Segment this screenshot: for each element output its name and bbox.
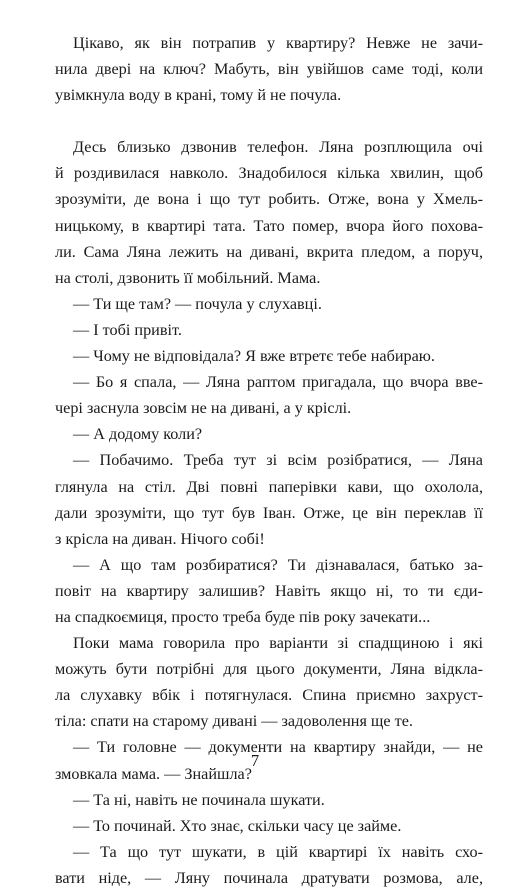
- text-line: з крісла на диван. Нічого собі!: [55, 529, 265, 548]
- text-line: ницькому, в квартирі тата. Тато помер, вчора його похова-: [55, 216, 483, 235]
- text-line: на столі, дзвонить її мобільний. Мама.: [55, 268, 321, 287]
- text-line: — Бо я спала, — Ляна раптом пригадала, що вчора вве-: [73, 373, 483, 392]
- page-number: 7: [250, 751, 260, 770]
- paragraph: [55, 134, 483, 291]
- text-line: — І тобі привіт.: [73, 320, 182, 339]
- text-line: Поки мама говорила про варіанти зі спадщиною і які: [73, 634, 483, 653]
- text-line: повіт на квартиру залишив? Навіть якщо ні, то ти єди-: [55, 581, 483, 600]
- text-line: можуть бути потрібні для цього документи, Ляна відкла-: [55, 660, 483, 679]
- text-line: Цікаво, як він потрапив у квартиру? Невже не зачи-: [73, 34, 483, 52]
- text-line: — Та що тут шукати, в цій квартирі їх навіть схо-: [73, 842, 483, 861]
- text-line: ла слухавку вбік і потягнулася. Спина приємно захруст-: [55, 686, 483, 705]
- paragraph: [55, 787, 483, 813]
- text-line: на спадкоємиця, просто треба буде пів року зачекати...: [55, 607, 431, 626]
- text-line: глянула на стіл. Дві повні паперівки кави, що охолола,: [55, 477, 483, 496]
- paragraph: [55, 30, 483, 108]
- paragraph: [55, 343, 483, 369]
- text-line: — А додому коли?: [73, 425, 203, 444]
- text-line: вати ніде, — Ляну починала дратувати розмова, але,: [55, 868, 483, 887]
- text-line: нила двері на ключ? Мабуть, він увійшов саме тоді, коли: [55, 60, 483, 79]
- text-line: — А що там розбиратися? Ти дізнавалася, батько за-: [73, 555, 483, 574]
- paragraph: [55, 552, 483, 630]
- text-line: й роздивилася навколо. Знадобилося кілька хвилин, щоб: [55, 164, 483, 183]
- text-line: — Чому не відповідала? Я вже втретє тебе набираю.: [73, 347, 435, 366]
- paragraph: [55, 291, 483, 317]
- paragraph: [55, 317, 483, 343]
- paragraph: [55, 447, 483, 551]
- text-line: зрозуміти, де вона і що тут робить. Отже, вона у Хмель-: [55, 190, 483, 209]
- text-line: — Ти ще там? — почула у слухавці.: [73, 294, 322, 313]
- paragraph: [55, 813, 483, 839]
- text-line: увімкнула воду в крані, тому й не почула.: [55, 86, 342, 105]
- text-line: — Та ні, навіть не починала шукати.: [73, 790, 325, 809]
- text-line: тіла: спати на старому дивані — задоволення ще те.: [55, 712, 413, 731]
- paragraph: [55, 421, 483, 447]
- paragraph-gap: [55, 108, 483, 134]
- text-line: дали зрозуміти, що тут був Іван. Отже, це він переклав її: [55, 503, 483, 522]
- paragraph: [55, 839, 483, 891]
- text-line: чері заснула зовсім не на дивані, а у кріслі.: [55, 399, 352, 418]
- text-line: Десь близько дзвонив телефон. Ляна розплющила очі: [73, 138, 483, 157]
- text-line: — Побачимо. Треба тут зі всім розібратися, — Ляна: [73, 451, 483, 470]
- text-line: ли. Сама Ляна лежить на дивані, вкрита пледом, а поруч,: [55, 242, 483, 261]
- text-line: — То починай. Хто знає, скільки часу це займе.: [73, 816, 402, 835]
- paragraph: [55, 630, 483, 734]
- paragraph: [55, 369, 483, 421]
- text-line: — Ти головне — документи на квартиру знайди, — не: [73, 738, 483, 757]
- text-line: змовкала мама. — Знайшла?: [55, 764, 252, 783]
